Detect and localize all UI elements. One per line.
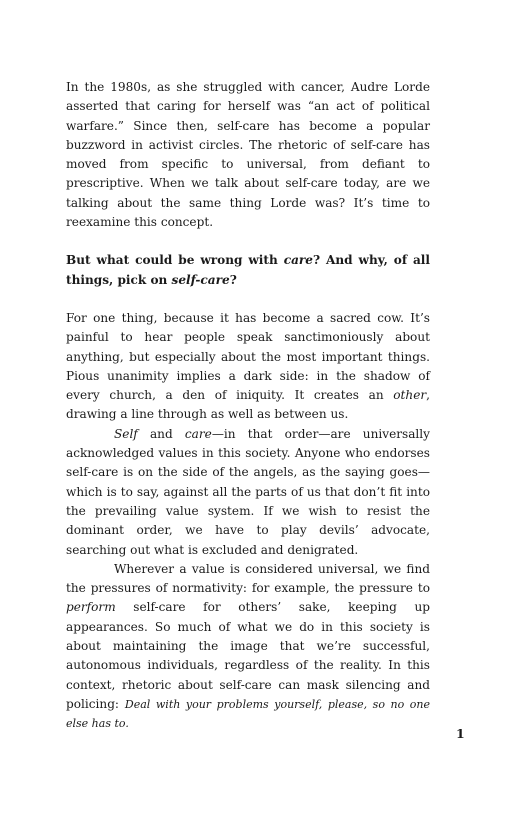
- page-number: 1: [456, 726, 465, 741]
- question-text: ? And why, of all things, pick on: [66, 253, 430, 287]
- paragraph-text: Wherever a value is considered universal, we find the pressures of normativity: for example, the pressure to: [66, 561, 430, 596]
- paragraph-text: self-care for others’ sake, keeping up appearances. So much of what we do in this society is about maintaining the image that we’re successful, autonomous individuals, regardless of the reality. In this context, rhetoric about self-care can mask silencing and policing:: [66, 600, 430, 711]
- book-page-text: [66, 78, 430, 734]
- section-question: [66, 251, 430, 290]
- emphasis-care: care: [184, 426, 212, 441]
- question-text: But what could be wrong with: [66, 253, 284, 268]
- paragraph-intro: In the 1980s, as she struggled with cancer, Audre Lorde asserted that caring for herself was “an act of political warfare.” Since then, self-care has become a popular buzzword in activist circles. The rhetoric of self-care has moved from specific to universal, from defiant to prescriptive. When we talk about self-care today, are we talking about the same thing Lorde was? It’s time to reexamine this concept.: [66, 80, 430, 230]
- paragraph-text: —in that order—are universally acknowledged values in this society. Anyone who endorses self-care is on the side of the angels, as the saying goes—which is to say, against all the parts of us that don’t fit into the prevailing value system. If we wish to resist the dominant order, we have to play devils’ advocate, searching out what is excluded and denigrated.: [66, 426, 430, 557]
- paragraph-self-and-care: [66, 425, 430, 560]
- paragraph-sacred-cow: [66, 309, 430, 425]
- emphasis-self: Self: [114, 426, 138, 441]
- question-emphasis-self-care: self-care: [171, 272, 230, 287]
- emphasis-other: other: [393, 388, 427, 403]
- paragraph-text: , drawing a line through as well as between us.: [66, 388, 430, 422]
- emphasis-closing-quote: Deal with your problems yourself, please, so no one else has to.: [66, 697, 430, 731]
- question-emphasis-care: care: [283, 253, 313, 268]
- paragraph-normativity: [66, 560, 430, 734]
- question-text: ?: [229, 272, 237, 287]
- paragraph-text: and: [137, 426, 185, 441]
- emphasis-perform: perform: [66, 600, 116, 615]
- paragraph-text: For one thing, because it has become a sacred cow. It’s painful to hear people speak sanctimoniously about anything, but especially about the most important things. Pious unanimity implies a dark side: in the shadow of every church, a den of iniquity. It creates an: [66, 310, 430, 403]
